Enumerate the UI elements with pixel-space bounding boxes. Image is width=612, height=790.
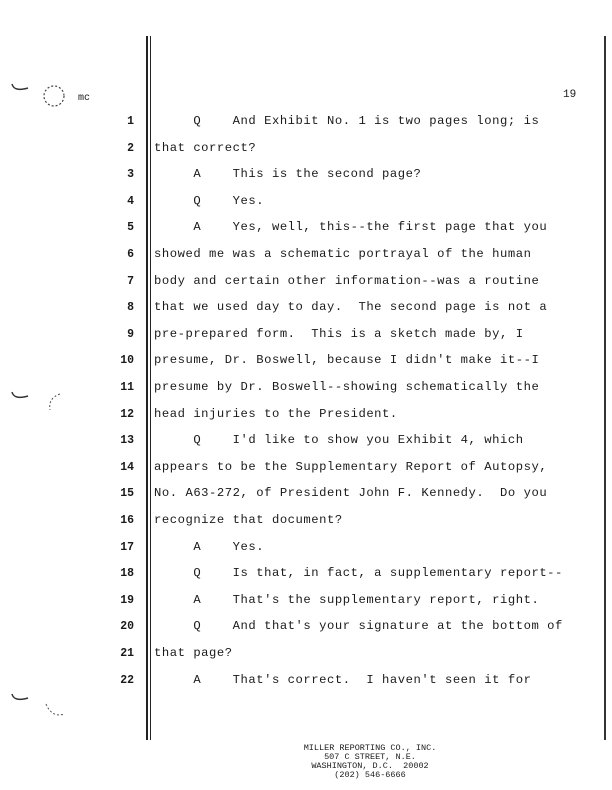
line-text: A Yes, well, this--the first page that you: [154, 220, 548, 234]
footer-phone: (202) 546-6666: [334, 770, 406, 780]
line-text: presume, Dr. Boswell, because I didn't make it--I: [154, 353, 540, 367]
line-text: that we used day to day. The second page is not a: [154, 300, 548, 314]
right-margin-rule: [604, 36, 606, 740]
line-number: 13: [120, 434, 134, 447]
left-margin-rule: [146, 36, 148, 740]
punch-hole-mark-top: [8, 78, 68, 110]
line-text: A That's correct. I haven't seen it for: [154, 673, 532, 687]
line-number: 16: [120, 514, 134, 527]
line-text: presume by Dr. Boswell--showing schematically the: [154, 380, 540, 394]
punch-hole-mark-bottom: [8, 690, 68, 722]
reporter-footer: [250, 744, 490, 780]
line-text: Q Is that, in fact, a supplementary report--: [154, 566, 563, 580]
line-text: Q Yes.: [154, 194, 265, 208]
footer-city: WASHINGTON, D.C. 20002: [311, 761, 429, 771]
line-number: 4: [127, 195, 134, 208]
line-number: 11: [120, 381, 134, 394]
line-text: that correct?: [154, 141, 257, 155]
line-text: body and certain other information--was a routine: [154, 274, 540, 288]
line-number: 18: [120, 567, 134, 580]
line-number: 20: [120, 620, 134, 633]
line-text: pre-prepared form. This is a sketch made by, I: [154, 327, 524, 341]
page-number: 19: [563, 89, 577, 101]
line-number: 8: [127, 301, 134, 314]
line-number: 17: [120, 541, 134, 554]
footer-street: 507 C STREET, N.E.: [324, 752, 416, 762]
punch-hole-mark-middle: [8, 386, 68, 418]
line-text: A This is the second page?: [154, 167, 422, 181]
line-number: 3: [127, 168, 134, 181]
line-number: 1: [127, 115, 134, 128]
footer-company: MILLER REPORTING CO., INC.: [303, 743, 437, 753]
line-number: 2: [127, 142, 134, 155]
line-number: 19: [120, 594, 134, 607]
line-text: Q And Exhibit No. 1 is two pages long; is: [154, 114, 540, 128]
line-number: 21: [120, 647, 134, 660]
line-number: 22: [120, 674, 134, 687]
line-number: 7: [127, 275, 134, 288]
line-text: A Yes.: [154, 540, 265, 554]
line-text: A That's the supplementary report, right.: [154, 593, 540, 607]
line-number: 5: [127, 221, 134, 234]
line-text: head injuries to the President.: [154, 407, 398, 421]
line-text: appears to be the Supplementary Report of Autopsy,: [154, 460, 548, 474]
line-text: Q I'd like to show you Exhibit 4, which: [154, 433, 524, 447]
reporter-initials: mc: [78, 93, 91, 104]
line-number: 10: [120, 354, 134, 367]
line-text: Q And that's your signature at the bottom of: [154, 619, 563, 633]
left-margin-rule-inner: [150, 36, 151, 740]
line-number: 6: [127, 248, 134, 261]
line-number: 14: [120, 461, 134, 474]
line-number: 12: [120, 408, 134, 421]
line-text: that page?: [154, 646, 233, 660]
line-number: 9: [127, 328, 134, 341]
line-text: No. A63-272, of President John F. Kennedy. Do you: [154, 486, 548, 500]
line-text: showed me was a schematic portrayal of the human: [154, 247, 532, 261]
line-number: 15: [120, 487, 134, 500]
line-text: recognize that document?: [154, 513, 343, 527]
